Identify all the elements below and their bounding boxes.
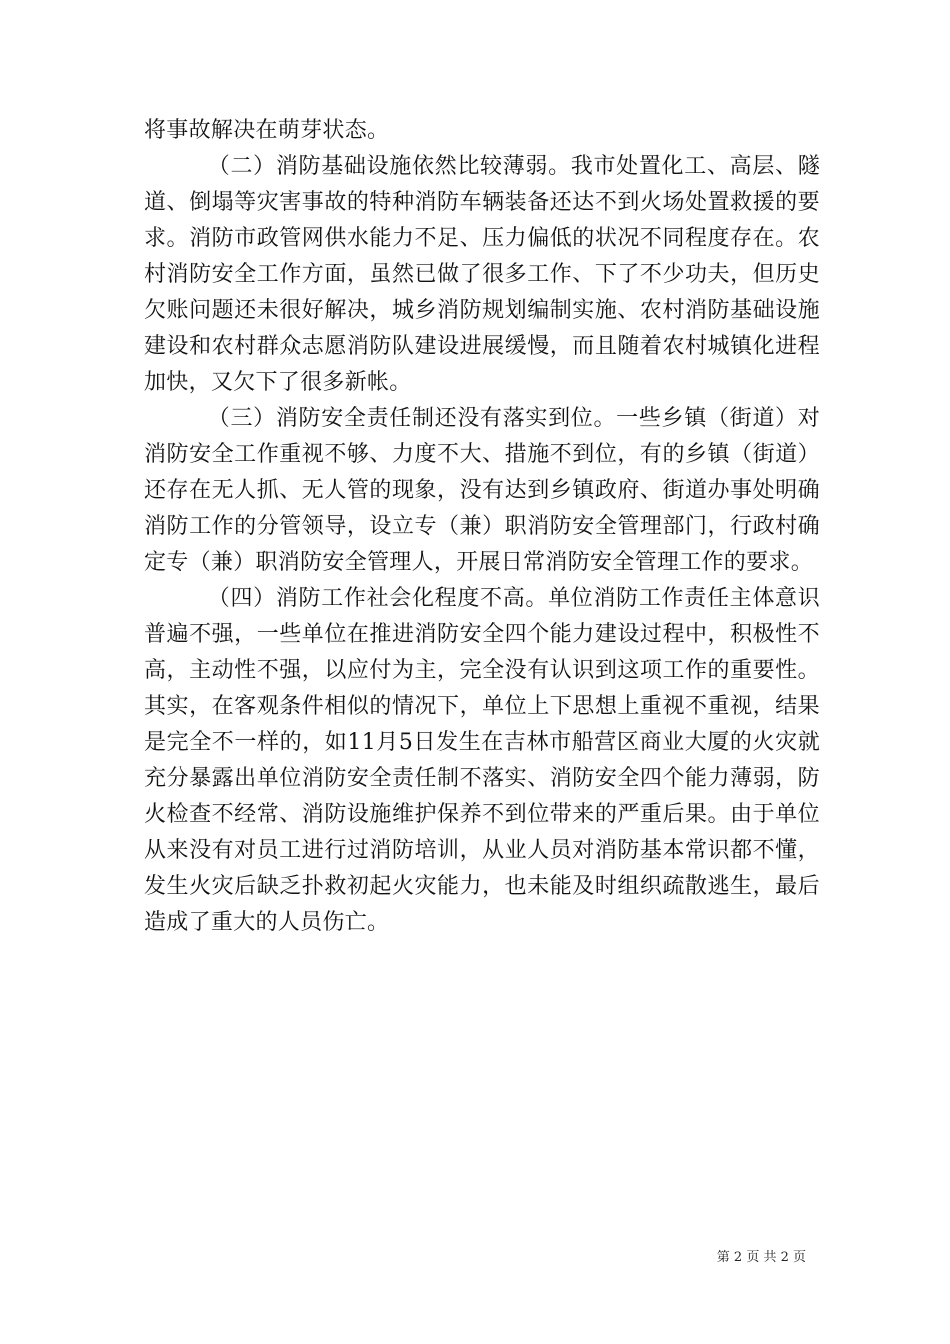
paragraph-section-3: （三）消防安全责任制还没有落实到位。一些乡镇（街道）对消防安全工作重视不够、力度不大、措施不到位，有的乡镇（街道）还存在无人抓、无人管的现象，没有达到乡镇政府、街道办事处明确消防工作的分管领导，设立专（兼）职消防安全管理部门，行政村确定专（兼）职消防安全管理人，开展日常消防安全管理工作的要求。: [144, 406, 820, 575]
page-number-footer: 第 2 页 共 2 页: [716, 1250, 806, 1265]
paragraph-continuation: 将事故解决在萌芽状态。: [144, 118, 390, 143]
paragraph-section-2: （二）消防基础设施依然比较薄弱。我市处置化工、高层、隧道、倒塌等灾害事故的特种消防车辆装备还达不到火场处置救援的要求。消防市政管网供水能力不足、压力偏低的状况不同程度存在。农村消防安全工作方面，虽然已做了很多工作、下了不少功夫，但历史欠账问题还未很好解决，城乡消防规划编制实施、农村消防基础设施建设和农村群众志愿消防队建设进展缓慢，而且随着农村城镇化进程加快，又欠下了很多新帐。: [144, 154, 820, 395]
document-body: [144, 113, 820, 941]
paragraph-section-4: （四）消防工作社会化程度不高。单位消防工作责任主体意识普遍不强，一些单位在推进消防安全四个能力建设过程中，积极性不高，主动性不强，以应付为主，完全没有认识到这项工作的重要性。其实，在客观条件相似的情况下，单位上下思想上重视不重视，结果是完全不一样的，如11月5日发生在吉林市船营区商业大厦的火灾就充分暴露出单位消防安全责任制不落实、消防安全四个能力薄弱，防火检查不经常、消防设施维护保养不到位带来的严重后果。由于单位从来没有对员工进行过消防培训，从业人员对消防基本常识都不懂，发生火灾后缺乏扑救初起火灾能力，也未能及时组织疏散逃生，最后造成了重大的人员伤亡。: [144, 586, 820, 935]
